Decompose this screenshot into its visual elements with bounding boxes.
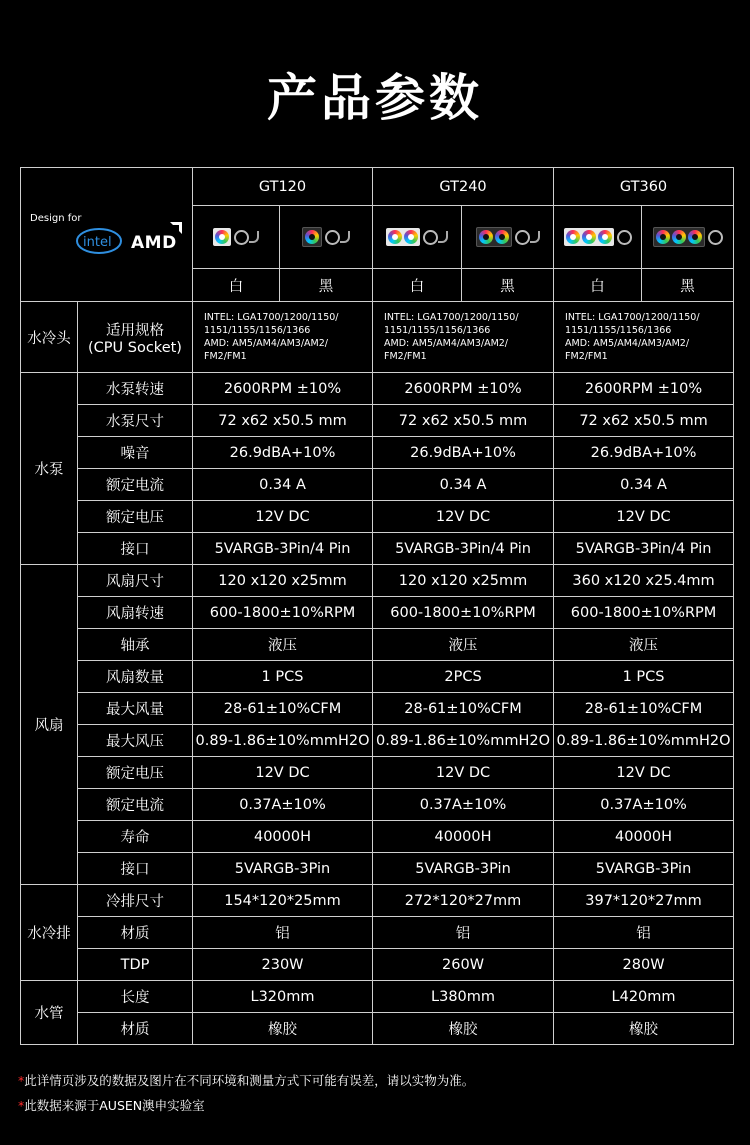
- row-value: L380mm: [373, 981, 554, 1013]
- color-label-gt360-white: 白: [554, 269, 642, 302]
- group-label: 水泵: [21, 373, 78, 565]
- spec-row: [21, 693, 734, 725]
- row-value: 12V DC: [554, 757, 734, 789]
- row-value: 26.9dBA+10%: [193, 437, 373, 469]
- color-label-gt360-black: 黑: [642, 269, 734, 302]
- row-value: 397*120*27mm: [554, 885, 734, 917]
- row-value: 液压: [554, 629, 734, 661]
- socket-line: INTEL: LGA1700/1200/1150/: [384, 312, 519, 323]
- footnote-text: 此详情页涉及的数据及图片在不同环境和测量方式下可能有误差，请以实物为准。: [24, 1073, 475, 1088]
- row-value: 272*120*27mm: [373, 885, 554, 917]
- row-value: 液压: [193, 629, 373, 661]
- cooler-image-gt240-white: [373, 206, 462, 269]
- socket-label: [78, 302, 193, 373]
- socket-line: 1151/1155/1156/1366: [565, 325, 672, 336]
- row-label: 长度: [78, 981, 193, 1013]
- design-for-cell: [21, 168, 193, 302]
- row-value: 0.37A±10%: [373, 789, 554, 821]
- model-header-gt240: GT240: [373, 168, 554, 206]
- row-value: 0.37A±10%: [193, 789, 373, 821]
- spec-row: [21, 469, 734, 501]
- row-value: 600-1800±10%RPM: [373, 597, 554, 629]
- row-label: 材质: [78, 917, 193, 949]
- row-value: 1 PCS: [193, 661, 373, 693]
- row-value: 铝: [554, 917, 734, 949]
- socket-line: 1151/1155/1156/1366: [384, 325, 491, 336]
- row-label: 最大风压: [78, 725, 193, 757]
- socket-label-line1: 适用规格: [106, 322, 164, 339]
- spec-row: [21, 1013, 734, 1045]
- row-label: 冷排尺寸: [78, 885, 193, 917]
- color-label-gt240-black: 黑: [462, 269, 554, 302]
- row-value: 600-1800±10%RPM: [193, 597, 373, 629]
- row-value: 12V DC: [193, 501, 373, 533]
- row-value: 0.34 A: [554, 469, 734, 501]
- row-value: 0.34 A: [373, 469, 554, 501]
- row-value: 40000H: [554, 821, 734, 853]
- socket-line: INTEL: LGA1700/1200/1150/: [565, 312, 700, 323]
- row-value: 5VARGB-3Pin: [554, 853, 734, 885]
- spec-row: [21, 757, 734, 789]
- color-label-gt120-black: 黑: [280, 269, 373, 302]
- row-value: 橡胶: [193, 1013, 373, 1045]
- socket-line: INTEL: LGA1700/1200/1150/: [204, 312, 339, 323]
- row-value: 2600RPM ±10%: [193, 373, 373, 405]
- group-label: 水冷排: [21, 885, 78, 981]
- footnote-star: *: [18, 1098, 25, 1113]
- row-value: 40000H: [193, 821, 373, 853]
- spec-row: [21, 533, 734, 565]
- row-label: 轴承: [78, 629, 193, 661]
- row-value: 5VARGB-3Pin/4 Pin: [373, 533, 554, 565]
- row-value: L320mm: [193, 981, 373, 1013]
- row-value: 12V DC: [554, 501, 734, 533]
- socket-value-gt240: [373, 302, 554, 373]
- row-value: 230W: [193, 949, 373, 981]
- group-label-waterblock: 水冷头: [21, 302, 78, 373]
- intel-logo-text: intel: [83, 235, 112, 250]
- row-value: 1 PCS: [554, 661, 734, 693]
- row-label: 风扇尺寸: [78, 565, 193, 597]
- row-label: 最大风量: [78, 693, 193, 725]
- page-title: 产品参数: [267, 69, 483, 127]
- row-value: 280W: [554, 949, 734, 981]
- spec-row: [21, 565, 734, 597]
- row-value: 0.89-1.86±10%mmH2O: [193, 725, 373, 757]
- cooler-image-gt240-black: [462, 206, 554, 269]
- socket-line: AMD: AM5/AM4/AM3/AM2/: [204, 338, 328, 349]
- spec-row: [21, 597, 734, 629]
- row-label: 水泵尺寸: [78, 405, 193, 437]
- group-label: 风扇: [21, 565, 78, 885]
- row-label: 水泵转速: [78, 373, 193, 405]
- spec-row: [21, 661, 734, 693]
- socket-line: FM2/FM1: [565, 351, 608, 362]
- design-for-label: Design for: [30, 213, 82, 224]
- row-value: 0.89-1.86±10%mmH2O: [554, 725, 734, 757]
- spec-row: [21, 629, 734, 661]
- socket-line: AMD: AM5/AM4/AM3/AM2/: [384, 338, 509, 349]
- spec-row: [21, 501, 734, 533]
- row-value: 5VARGB-3Pin/4 Pin: [554, 533, 734, 565]
- spec-row: [21, 373, 734, 405]
- row-value: 铝: [193, 917, 373, 949]
- row-value: 12V DC: [373, 501, 554, 533]
- model-header-gt120: GT120: [193, 168, 373, 206]
- row-value: 154*120*25mm: [193, 885, 373, 917]
- row-value: 72 x62 x50.5 mm: [193, 405, 373, 437]
- row-label: 材质: [78, 1013, 193, 1045]
- row-value: 橡胶: [554, 1013, 734, 1045]
- footnote-2: [18, 1096, 205, 1114]
- spec-row: [21, 885, 734, 917]
- row-value: 600-1800±10%RPM: [554, 597, 734, 629]
- intel-logo-icon: [75, 227, 123, 255]
- row-label: 额定电压: [78, 757, 193, 789]
- socket-value-gt360: [554, 302, 734, 373]
- socket-line: FM2/FM1: [204, 351, 247, 362]
- socket-value-gt120: [193, 302, 373, 373]
- row-value: 26.9dBA+10%: [554, 437, 734, 469]
- spec-row: [21, 981, 734, 1013]
- socket-label-line2: (CPU Socket): [88, 339, 182, 356]
- spec-row: [21, 725, 734, 757]
- row-value: 260W: [373, 949, 554, 981]
- spec-row: [21, 821, 734, 853]
- row-value: 72 x62 x50.5 mm: [373, 405, 554, 437]
- model-header-gt360: GT360: [554, 168, 734, 206]
- row-value: 120 x120 x25mm: [373, 565, 554, 597]
- row-value: 0.34 A: [193, 469, 373, 501]
- row-value: 5VARGB-3Pin/4 Pin: [193, 533, 373, 565]
- spec-rows: [21, 373, 734, 1045]
- row-label: 寿命: [78, 821, 193, 853]
- color-label-gt240-white: 白: [373, 269, 462, 302]
- row-value: L420mm: [554, 981, 734, 1013]
- footnote-star: *: [18, 1073, 25, 1088]
- row-value: 5VARGB-3Pin: [193, 853, 373, 885]
- spec-row: [21, 917, 734, 949]
- row-label: 额定电流: [78, 789, 193, 821]
- row-label: 接口: [78, 853, 193, 885]
- row-value: 0.37A±10%: [554, 789, 734, 821]
- spec-row: [21, 405, 734, 437]
- row-value: 2600RPM ±10%: [373, 373, 554, 405]
- row-label: 额定电流: [78, 469, 193, 501]
- row-value: 橡胶: [373, 1013, 554, 1045]
- row-value: 0.89-1.86±10%mmH2O: [373, 725, 554, 757]
- color-label-gt120-white: 白: [193, 269, 280, 302]
- row-value: 28-61±10%CFM: [373, 693, 554, 725]
- row-label: 接口: [78, 533, 193, 565]
- row-label: 风扇数量: [78, 661, 193, 693]
- socket-line: 1151/1155/1156/1366: [204, 325, 311, 336]
- row-value: 铝: [373, 917, 554, 949]
- row-label: TDP: [78, 949, 193, 981]
- footnote-1: [18, 1071, 474, 1089]
- row-value: 2600RPM ±10%: [554, 373, 734, 405]
- row-value: 5VARGB-3Pin: [373, 853, 554, 885]
- row-value: 28-61±10%CFM: [193, 693, 373, 725]
- spec-row: [21, 789, 734, 821]
- spec-table: [20, 167, 734, 1045]
- socket-line: FM2/FM1: [384, 351, 427, 362]
- row-label: 噪音: [78, 437, 193, 469]
- row-value: 12V DC: [373, 757, 554, 789]
- row-value: 120 x120 x25mm: [193, 565, 373, 597]
- spec-row: [21, 949, 734, 981]
- row-value: 12V DC: [193, 757, 373, 789]
- row-label: 额定电压: [78, 501, 193, 533]
- cooler-image-gt360-white: [554, 206, 642, 269]
- amd-logo: AMD: [131, 233, 177, 253]
- row-value: 26.9dBA+10%: [373, 437, 554, 469]
- spec-row: [21, 437, 734, 469]
- row-value: 2PCS: [373, 661, 554, 693]
- cooler-image-gt120-white: [193, 206, 280, 269]
- cooler-image-gt120-black: [280, 206, 373, 269]
- footnote-text: 此数据来源于AUSEN澳申实验室: [24, 1098, 205, 1113]
- socket-line: AMD: AM5/AM4/AM3/AM2/: [565, 338, 690, 349]
- spec-row: [21, 853, 734, 885]
- row-value: 40000H: [373, 821, 554, 853]
- row-value: 28-61±10%CFM: [554, 693, 734, 725]
- row-value: 72 x62 x50.5 mm: [554, 405, 734, 437]
- row-label: 风扇转速: [78, 597, 193, 629]
- amd-arrow-icon: [170, 222, 182, 234]
- row-value: 360 x120 x25.4mm: [554, 565, 734, 597]
- group-label: 水管: [21, 981, 78, 1045]
- cooler-image-gt360-black: [642, 206, 734, 269]
- row-value: 液压: [373, 629, 554, 661]
